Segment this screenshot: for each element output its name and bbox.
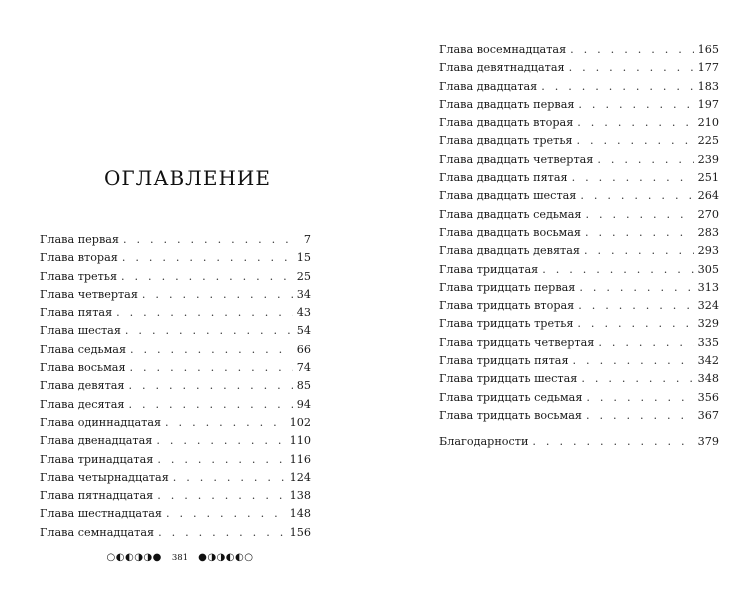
toc-entry-page: 66 — [296, 342, 311, 356]
dot-leader — [577, 315, 693, 333]
toc-entry-label: Глава десятая — [40, 397, 125, 411]
toc-entry[interactable] — [439, 315, 719, 333]
dot-leader — [581, 370, 693, 388]
toc-entry-page: 313 — [697, 280, 719, 294]
dot-leader — [586, 407, 694, 425]
toc-entry[interactable] — [439, 151, 719, 169]
toc-entry[interactable] — [439, 41, 719, 59]
dot-leader — [585, 224, 694, 242]
toc-entry-page: 110 — [289, 434, 311, 448]
toc-entry[interactable] — [40, 341, 311, 359]
dot-leader — [173, 469, 286, 487]
toc-entry-page: 324 — [697, 299, 719, 313]
toc-entry[interactable] — [439, 59, 719, 77]
toc-entry-page: 15 — [296, 251, 311, 265]
dot-leader — [166, 505, 286, 523]
toc-entry-label: Глава пятнадцатая — [40, 489, 154, 503]
toc-entry-page: 293 — [697, 244, 719, 258]
toc-entry-page: 94 — [296, 397, 311, 411]
toc-entry[interactable] — [439, 279, 719, 297]
dot-leader — [578, 96, 693, 114]
toc-entry-page: 74 — [296, 361, 311, 375]
toc-entry-label: Глава четвертая — [40, 287, 138, 301]
toc-entry[interactable] — [439, 224, 719, 242]
dot-leader — [158, 524, 286, 542]
toc-entry[interactable] — [40, 469, 311, 487]
toc-entry[interactable] — [40, 268, 311, 286]
toc-entry[interactable] — [439, 206, 719, 224]
toc-entry[interactable] — [40, 505, 311, 523]
toc-entry-label: Глава тридцать вторая — [439, 299, 575, 313]
toc-entry-label: Глава двадцать третья — [439, 134, 573, 148]
toc-entry-label: Глава двенадцатая — [40, 434, 153, 448]
toc-entry-page: 7 — [303, 233, 311, 246]
toc-entry-label: Благодарности — [439, 435, 529, 449]
dot-leader — [130, 341, 293, 359]
right-page — [375, 0, 750, 605]
toc-entry-page: 43 — [296, 306, 311, 320]
dot-leader — [165, 414, 286, 432]
dot-leader — [121, 268, 293, 286]
toc-entry-page: 264 — [697, 189, 719, 203]
dot-leader — [542, 261, 693, 279]
toc-entry-label: Глава шестая — [40, 324, 121, 338]
toc-entry-label: Глава двадцать шестая — [439, 189, 577, 203]
toc-entry[interactable] — [40, 322, 311, 340]
toc-entry-acknowledgements[interactable] — [439, 433, 719, 451]
toc-entry-label: Глава тридцатая — [439, 262, 539, 276]
dot-leader — [541, 78, 693, 96]
dot-leader — [157, 487, 285, 505]
toc-entry[interactable] — [439, 78, 719, 96]
toc-entry-label: Глава тридцать шестая — [439, 372, 578, 386]
toc-entry[interactable] — [40, 249, 311, 267]
toc-entry-label: Глава тридцать восьмая — [439, 408, 582, 422]
dot-leader — [577, 114, 693, 132]
toc-entry[interactable] — [439, 187, 719, 205]
dot-leader — [572, 169, 694, 187]
toc-entry-label: Глава вторая — [40, 251, 118, 265]
toc-entry[interactable] — [439, 334, 719, 352]
dot-leader — [122, 249, 293, 267]
moon-phases-icon: ●◑◑◐◐○ — [198, 552, 254, 563]
toc-entry-label: Глава восемнадцатая — [439, 43, 567, 56]
toc-entry-page: 379 — [697, 435, 719, 449]
toc-entry-label: Глава первая — [40, 233, 119, 246]
dot-leader — [156, 432, 285, 450]
dot-leader — [597, 151, 693, 169]
toc-entry-label: Глава двадцать вторая — [439, 116, 574, 130]
toc-entry[interactable] — [439, 352, 719, 370]
toc-entry-label: Глава двадцать восьмая — [439, 225, 581, 239]
dot-leader — [570, 41, 694, 59]
toc-entry-page: 225 — [697, 134, 719, 148]
toc-entry[interactable] — [439, 169, 719, 187]
toc-entry-label: Глава двадцать четвертая — [439, 152, 594, 166]
dot-leader — [579, 279, 693, 297]
toc-entry-page: 239 — [697, 152, 719, 166]
toc-entry-label: Глава тридцать седьмая — [439, 390, 583, 404]
toc-entry-page: 116 — [289, 452, 311, 466]
toc-entry[interactable] — [40, 396, 311, 414]
dot-leader — [157, 451, 285, 469]
toc-entry-page: 177 — [697, 61, 719, 75]
toc-entry-label: Глава девятая — [40, 379, 125, 393]
dot-leader — [578, 297, 693, 315]
toc-entry[interactable] — [439, 132, 719, 150]
toc-list-right — [439, 41, 719, 452]
toc-entry[interactable] — [40, 231, 311, 249]
toc-entry-label: Глава тридцать третья — [439, 317, 574, 331]
toc-entry-label: Глава седьмая — [40, 342, 127, 356]
dot-leader — [123, 231, 293, 249]
toc-entry-page: 335 — [697, 335, 719, 349]
toc-entry-page: 329 — [697, 317, 719, 331]
dot-leader — [580, 187, 693, 205]
dot-leader — [130, 359, 293, 377]
toc-entry-page: 183 — [697, 79, 719, 93]
toc-entry-label: Глава шестнадцатая — [40, 507, 162, 521]
toc-entry-page: 251 — [697, 171, 719, 185]
toc-entry-page: 102 — [289, 415, 311, 429]
toc-entry-page: 148 — [289, 507, 311, 521]
toc-entry-page: 197 — [697, 97, 719, 111]
dot-leader — [584, 242, 694, 260]
toc-entry-page: 356 — [697, 390, 719, 404]
toc-entry[interactable] — [40, 377, 311, 395]
toc-entry[interactable] — [439, 242, 719, 260]
toc-entry-page: 165 — [697, 43, 719, 56]
toc-entry[interactable] — [40, 304, 311, 322]
toc-entry-label: Глава девятнадцатая — [439, 61, 565, 75]
toc-entry-page: 54 — [296, 324, 311, 338]
moon-phases-icon: ○◐◐◑◑● — [106, 552, 162, 563]
toc-entry-label: Глава двадцать седьмая — [439, 207, 582, 221]
dot-leader — [116, 304, 293, 322]
toc-entry-page: 34 — [296, 287, 311, 301]
toc-entry[interactable] — [439, 389, 719, 407]
toc-entry-page: 124 — [289, 470, 311, 484]
dot-leader — [586, 389, 693, 407]
toc-entry-label: Глава одиннадцатая — [40, 415, 162, 429]
dot-leader — [125, 322, 293, 340]
page-number: 381 — [171, 552, 189, 563]
dot-leader — [128, 396, 292, 414]
toc-entry[interactable] — [40, 432, 311, 450]
toc-entry-page: 305 — [697, 262, 719, 276]
toc-entry-page: 210 — [697, 116, 719, 130]
toc-entry-label: Глава двадцать пятая — [439, 171, 568, 185]
toc-entry-label: Глава двадцатая — [439, 79, 538, 93]
toc-entry[interactable] — [439, 297, 719, 315]
toc-entry-page: 156 — [289, 525, 311, 539]
toc-entry-page: 85 — [296, 379, 311, 393]
toc-entry[interactable] — [439, 407, 719, 425]
dot-leader — [569, 59, 694, 77]
toc-entry-page: 138 — [289, 489, 311, 503]
dot-leader — [598, 334, 693, 352]
toc-entry[interactable] — [40, 487, 311, 505]
toc-entry-page: 283 — [697, 225, 719, 239]
toc-entry-label: Глава пятая — [40, 306, 113, 320]
toc-entry-page: 367 — [697, 408, 719, 422]
toc-list-left — [40, 231, 311, 542]
dot-leader — [585, 206, 693, 224]
dot-leader — [129, 377, 293, 395]
toc-entry-label: Глава третья — [40, 269, 118, 283]
toc-title: ОГЛАВЛЕНИЕ — [104, 166, 271, 190]
toc-entry-label: Глава тридцать пятая — [439, 354, 569, 368]
toc-entry-label: Глава двадцать первая — [439, 97, 575, 111]
toc-entry-label: Глава двадцать девятая — [439, 244, 580, 258]
toc-entry-label: Глава восьмая — [40, 361, 126, 375]
dot-leader — [573, 352, 694, 370]
toc-entry-label: Глава тринадцатая — [40, 452, 154, 466]
toc-entry-page: 342 — [697, 354, 719, 368]
toc-entry[interactable] — [40, 451, 311, 469]
toc-entry[interactable] — [439, 261, 719, 279]
toc-entry[interactable] — [439, 370, 719, 388]
dot-leader — [532, 433, 693, 451]
toc-entry-label: Глава семнадцатая — [40, 525, 155, 539]
toc-entry[interactable] — [40, 414, 311, 432]
toc-entry[interactable] — [40, 359, 311, 377]
toc-entry-page: 270 — [697, 207, 719, 221]
toc-entry-page: 25 — [296, 269, 311, 283]
toc-entry[interactable] — [40, 286, 311, 304]
page-footer — [100, 552, 260, 563]
toc-entry[interactable] — [40, 524, 311, 542]
toc-entry[interactable] — [439, 114, 719, 132]
toc-entry-label: Глава тридцать первая — [439, 280, 576, 294]
toc-entry-page: 348 — [697, 372, 719, 386]
dot-leader — [576, 132, 693, 150]
toc-entry-label: Глава тридцать четвертая — [439, 335, 595, 349]
toc-entry-label: Глава четырнадцатая — [40, 470, 169, 484]
dot-leader — [142, 286, 293, 304]
toc-entry[interactable] — [439, 96, 719, 114]
